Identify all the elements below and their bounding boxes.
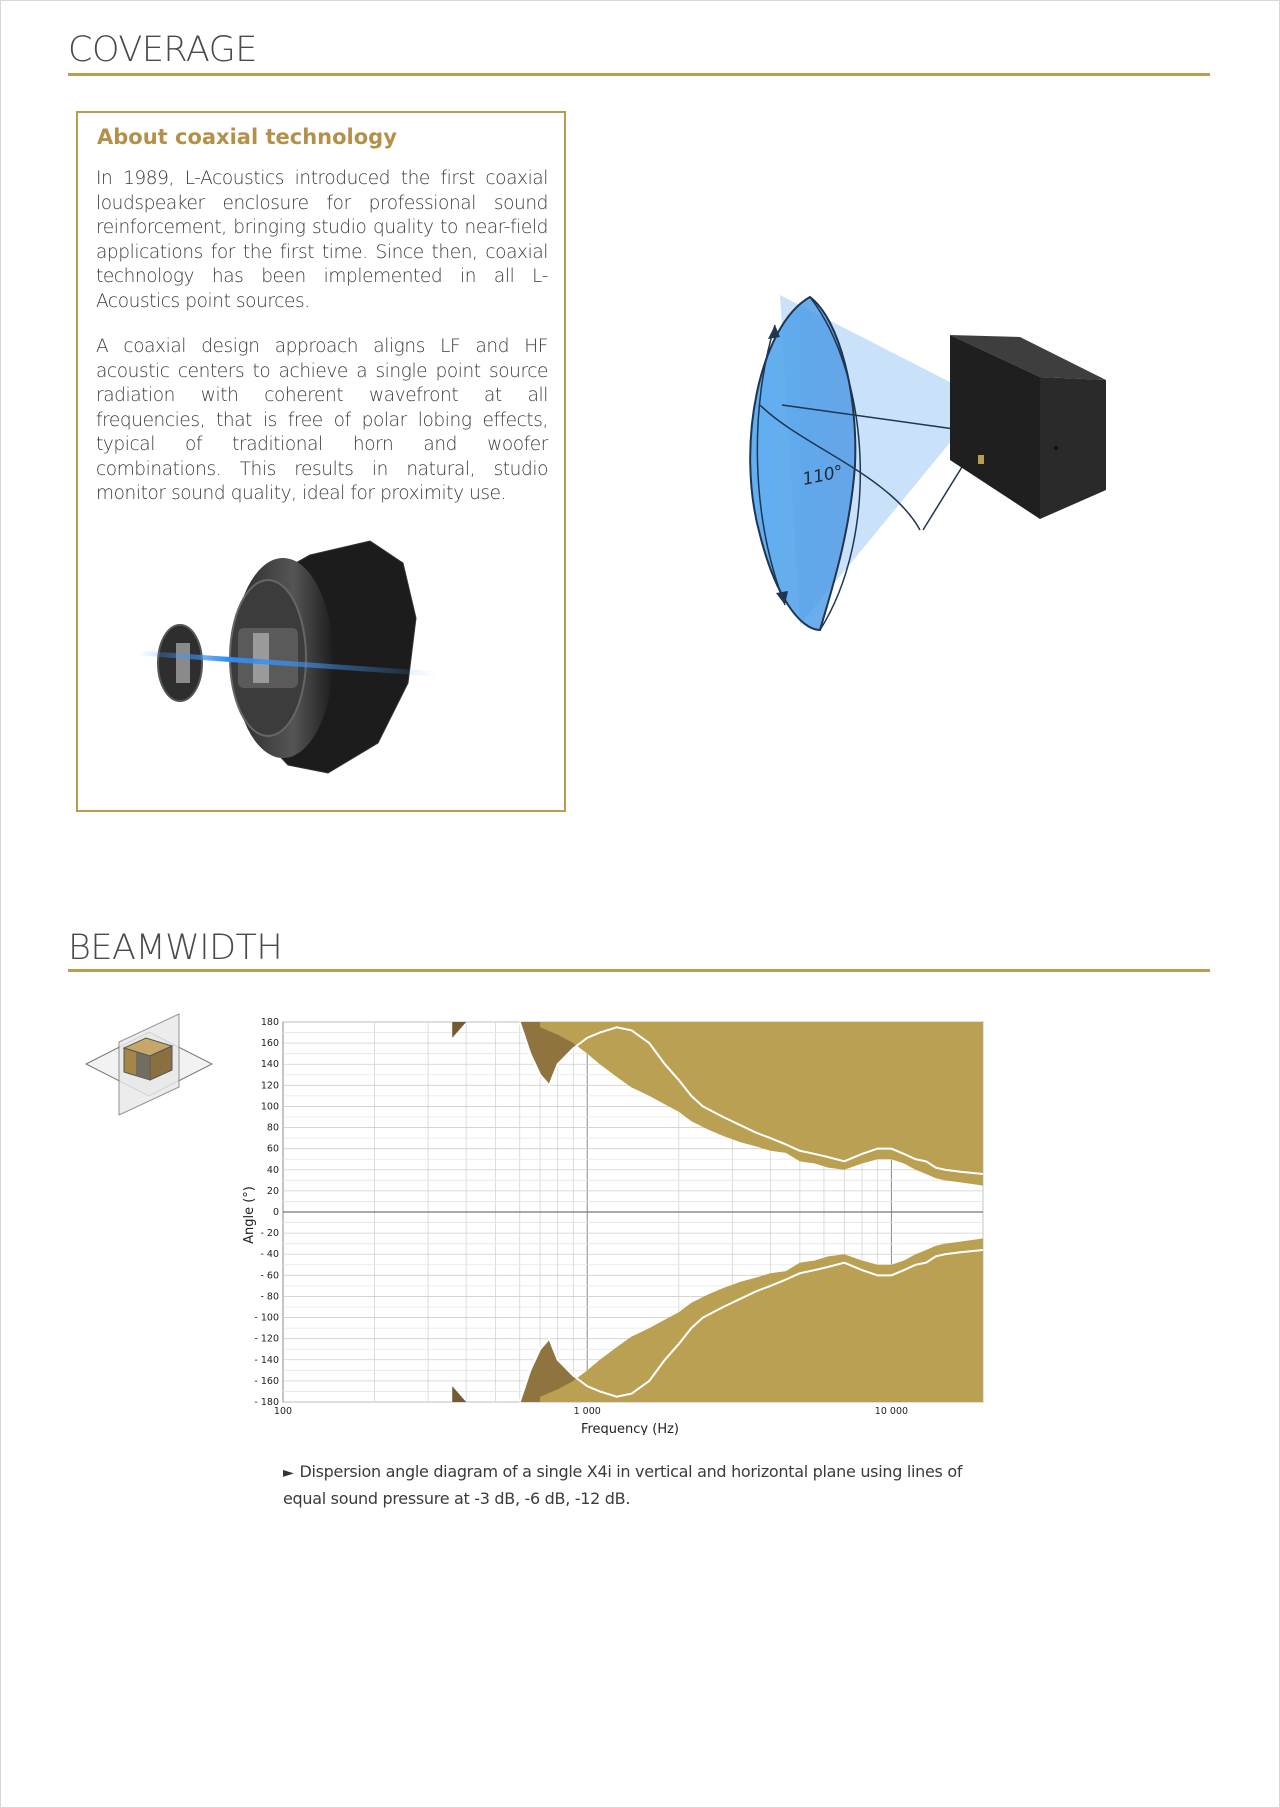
y-tick-label: 60 <box>266 1143 279 1155</box>
y-tick-label: - 100 <box>254 1312 279 1324</box>
beamwidth-title: BEAMWIDTH <box>68 928 283 968</box>
dispersion-planes-icon <box>84 1012 214 1117</box>
y-tick-label: - 40 <box>260 1249 279 1261</box>
y-tick-label: - 140 <box>254 1354 279 1366</box>
y-tick-label: 160 <box>260 1038 279 1050</box>
coaxial-driver-illustration <box>138 533 518 783</box>
beamwidth-caption <box>283 1459 1003 1511</box>
coverage-title: COVERAGE <box>68 30 257 70</box>
y-tick-label: - 160 <box>254 1375 279 1387</box>
y-tick-label: - 180 <box>254 1397 279 1408</box>
speaker-screw <box>1054 446 1058 450</box>
speaker-side <box>1040 377 1106 519</box>
coaxial-paragraph-2: A coaxial design approach aligns LF and HF acoustic centers to achieve a single point source radiation with coherent wavefront at all frequencies, that is free of polar lobing effects, typical of traditional horn and woofer combinations. This results in natural, studio monitor sound quality, ideal for proximity use. <box>96 336 548 504</box>
beamwidth-rule <box>68 969 1210 972</box>
x-axis-label: Frequency (Hz) <box>580 1422 680 1435</box>
y-tick-label: - 20 <box>260 1228 279 1240</box>
y-tick-label: 120 <box>260 1080 279 1092</box>
y-tick-label: - 60 <box>260 1270 279 1282</box>
x-tick-label: 1 000 <box>573 1406 601 1417</box>
beamwidth-chart <box>235 1015 1005 1435</box>
caption-text: Dispersion angle diagram of a single X4i in vertical and horizontal plane using lines of equal sound pressure at -3 dB, -6 dB, -12 dB. <box>283 1462 963 1508</box>
y-axis-label: Angle (°) <box>242 1186 257 1244</box>
y-tick-label: 180 <box>260 1017 279 1028</box>
y-tick-label: 20 <box>266 1185 279 1197</box>
speaker-coverage-illustration <box>740 285 1120 645</box>
x-tick-label: 100 <box>273 1406 293 1417</box>
y-tick-label: 80 <box>266 1122 279 1134</box>
y-tick-label: 100 <box>260 1101 279 1113</box>
y-tick-label: 40 <box>266 1164 279 1176</box>
y-tick-label: 0 <box>272 1207 279 1218</box>
coaxial-info-box <box>76 111 566 812</box>
coaxial-paragraph-1: In 1989, L-Acoustics introduced the first coaxial loudspeaker enclosure for professional sound reinforcement, bringing studio quality to near-field applications for the first time. Since then, coaxial technology has been implemented in all L-Acoustics point sources. <box>96 168 548 312</box>
x-tick-label: 10 000 <box>874 1406 909 1417</box>
box-heading: About coaxial technology <box>97 125 397 149</box>
caption-marker: ► <box>283 1465 294 1481</box>
speaker-logo <box>978 455 984 464</box>
enclosure-grey-panel <box>136 1052 150 1080</box>
tweeter-detail <box>176 643 190 683</box>
y-tick-label: 140 <box>260 1059 279 1071</box>
driver-basket-detail <box>253 633 269 683</box>
y-tick-label: - 80 <box>260 1291 279 1303</box>
y-tick-label: - 120 <box>254 1333 279 1345</box>
coverage-angle-label: 110° <box>800 461 846 490</box>
coverage-rule <box>68 73 1210 76</box>
